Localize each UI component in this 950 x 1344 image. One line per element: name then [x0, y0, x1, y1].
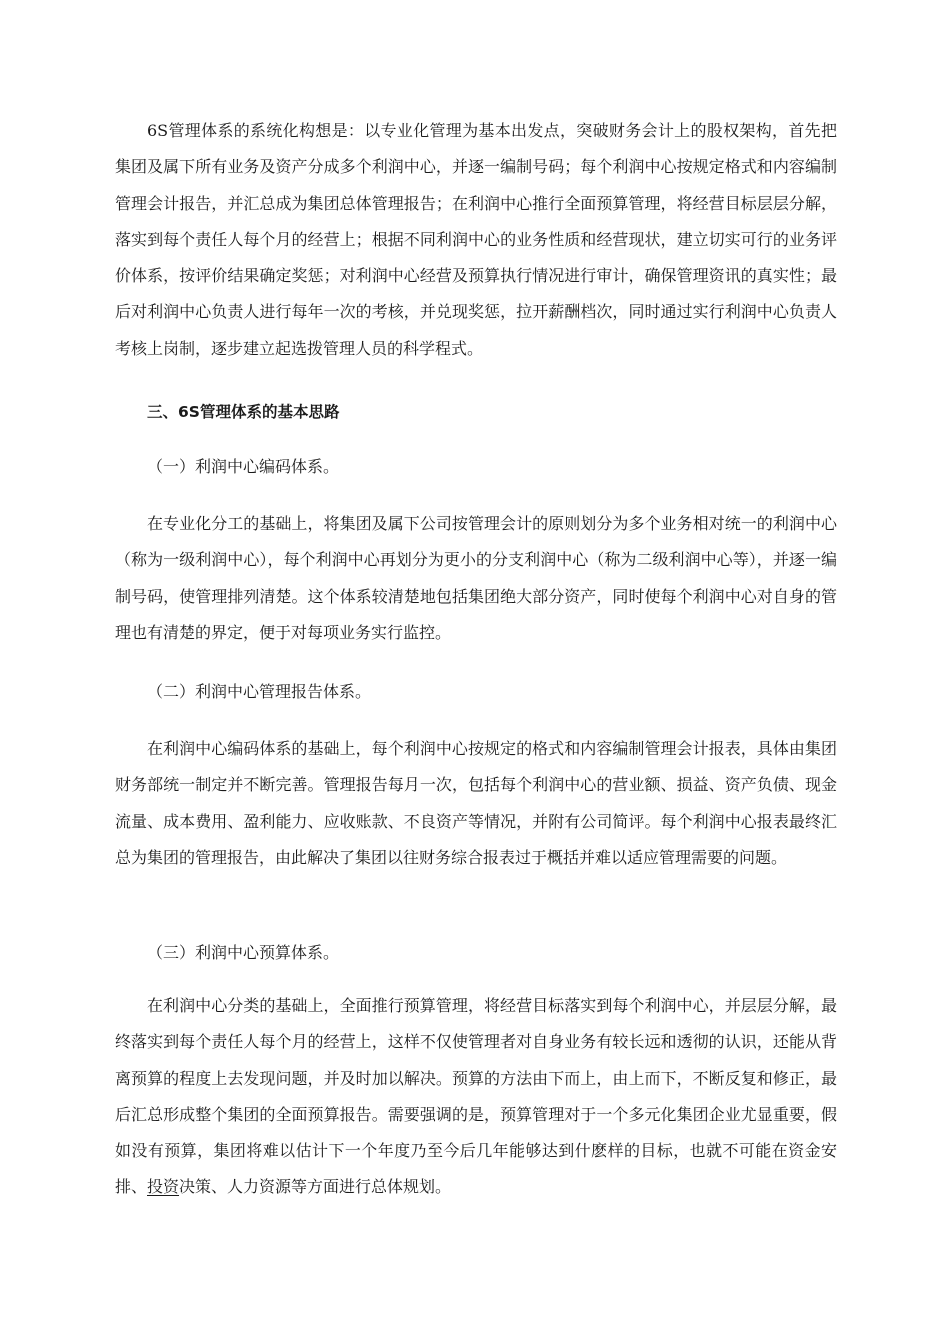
subsection-paragraph-budget — [115, 988, 837, 1206]
budget-text-after-link: 决策、人力资源等方面进行总体规划。 — [179, 1177, 452, 1197]
section-heading: 三、6S管理体系的基本思路 — [147, 403, 340, 421]
budget-text-before-link: 在利润中心分类的基础上，全面推行预算管理，将经营目标落实到每个利润中心，并层层分解，最终落实到每个责任人每个月的经营上，这样不仅使管理者对自身业务有较长远和透彻的认识，还能从背离预算的程度上去发现问题，并及时加以解决。预算的方法由下而上，由上而下，不断反复和修正，最后汇总形成整个集团的全面预算报告。需要强调的是，预算管理对于一个多元化集团企业尤显重要，假如没有预算，集团将难以估计下一个年度乃至今后几年能够达到什麽样的目标，也就不可能在资金安排、 — [115, 996, 837, 1197]
investment-link[interactable]: 投资 — [147, 1177, 180, 1197]
subsection-heading-reporting: （二）利润中心管理报告体系。 — [147, 682, 372, 701]
subsection-heading-coding: （一）利润中心编码体系。 — [147, 457, 340, 476]
subsection-paragraph-reporting: 在利润中心编码体系的基础上，每个利润中心按规定的格式和内容编制管理会计报表，具体由集团财务部统一制定并不断完善。管理报告每月一次，包括每个利润中心的营业额、损益、资产负债、现金流量、成本费用、盈利能力、应收账款、不良资产等情况，并附有公司简评。每个利润中心报表最终汇总为集团的管理报告，由此解决了集团以往财务综合报表过于概括并难以适应管理需要的问题。 — [115, 739, 837, 867]
intro-paragraph: 6S管理体系的系统化构想是：以专业化管理为基本出发点，突破财务会计上的股权架构，首先把集团及属下所有业务及资产分成多个利润中心，并逐一编制号码；每个利润中心按规定格式和内容编制管理会计报告，并汇总成为集团总体管理报告；在利润中心推行全面预算管理，将经营目标层层分解，落实到每个责任人每个月的经营上；根据不同利润中心的业务性质和经营现状，建立切实可行的业务评价体系，按评价结果确定奖惩；对利润中心经营及预算执行情况进行审计，确保管理资讯的真实性；最后对利润中心负责人进行每年一次的考核，并兑现奖惩，拉开薪酬档次，同时通过实行利润中心负责人考核上岗制，逐步建立起选拨管理人员的科学程式。 — [115, 121, 837, 358]
subsection-heading-budget: （三）利润中心预算体系。 — [147, 943, 340, 962]
subsection-paragraph-coding: 在专业化分工的基础上，将集团及属下公司按管理会计的原则划分为多个业务相对统一的利润中心（称为一级利润中心），每个利润中心再划分为更小的分支利润中心（称为二级利润中心等），并逐一编制号码，使管理排列清楚。这个体系较清楚地包括集团绝大部分资产，同时使每个利润中心对自身的管理也有清楚的界定，便于对每项业务实行监控。 — [115, 514, 837, 642]
